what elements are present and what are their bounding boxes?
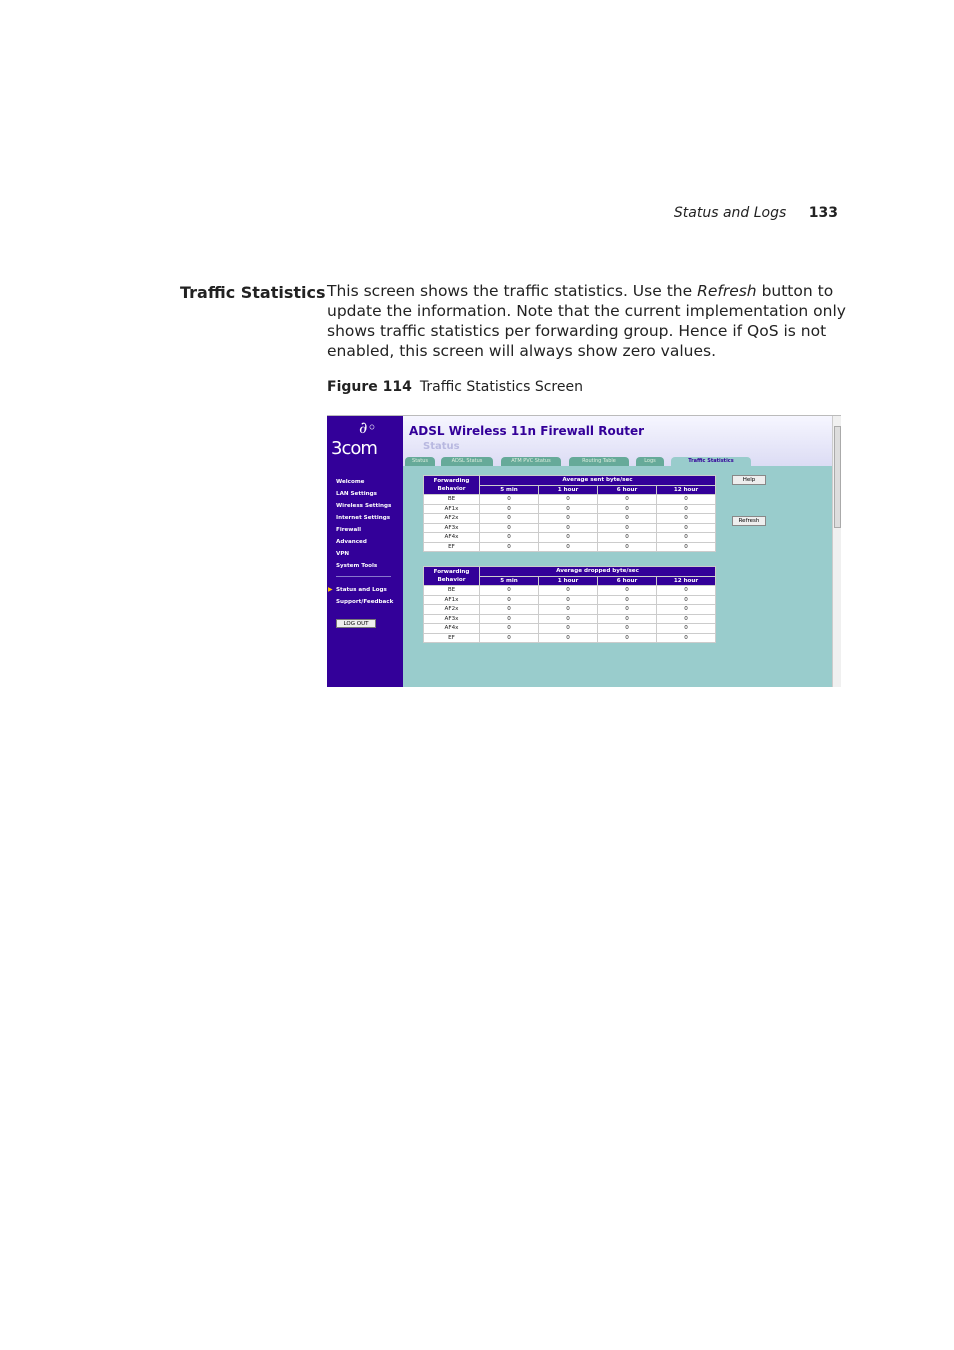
table-row <box>424 523 716 533</box>
tab-item[interactable]: Traffic Statistics <box>671 457 751 466</box>
sidebar-nav <box>336 476 391 572</box>
behavior-cell: AF4x <box>424 624 480 634</box>
sidebar-nav-secondary <box>328 584 394 608</box>
value-cell: 0 <box>598 614 657 624</box>
logout-button[interactable]: LOG OUT <box>336 619 376 628</box>
table-row <box>424 533 716 543</box>
value-cell: 0 <box>598 542 657 552</box>
value-cell: 0 <box>480 504 539 514</box>
fb-header-line: Behavior <box>437 577 466 583</box>
router-title: ADSL Wireless 11n Firewall Router <box>409 424 645 438</box>
value-cell: 0 <box>598 624 657 634</box>
tab-item[interactable]: ADSL Status <box>441 457 493 466</box>
behavior-cell: AF1x <box>424 504 480 514</box>
table-row <box>424 595 716 605</box>
column-header: 6 hour <box>598 485 657 495</box>
column-header: 6 hour <box>598 576 657 586</box>
value-cell: 0 <box>480 542 539 552</box>
behavior-cell: EF <box>424 542 480 552</box>
body-text-1: This screen shows the traffic statistics. Use the <box>327 282 698 300</box>
value-cell: 0 <box>480 595 539 605</box>
tab-item[interactable]: ATM PVC Status <box>501 457 561 466</box>
router-sidebar <box>327 416 403 687</box>
value-cell: 0 <box>539 633 598 643</box>
behavior-cell: AF3x <box>424 614 480 624</box>
fb-header-line: Forwarding <box>433 478 470 484</box>
tab-item[interactable]: Logs <box>636 457 664 466</box>
sidebar-item[interactable]: Internet Settings <box>336 515 391 521</box>
value-cell: 0 <box>539 586 598 596</box>
nav-divider <box>336 576 391 577</box>
value-cell: 0 <box>657 605 716 615</box>
value-cell: 0 <box>480 514 539 524</box>
sidebar-item[interactable]: Status and Logs <box>336 587 387 593</box>
behavior-cell: AF4x <box>424 533 480 543</box>
page-header <box>674 205 838 221</box>
column-header: 5 min <box>480 485 539 495</box>
scrollbar[interactable] <box>832 416 841 687</box>
fb-header-line: Behavior <box>437 486 466 492</box>
table-row <box>424 633 716 643</box>
value-cell: 0 <box>480 533 539 543</box>
figure-title: Traffic Statistics Screen <box>419 379 583 395</box>
value-cell: 0 <box>539 495 598 505</box>
table-row <box>424 514 716 524</box>
value-cell: 0 <box>598 523 657 533</box>
forwarding-behavior-header <box>424 476 480 495</box>
value-cell: 0 <box>598 633 657 643</box>
sidebar-item[interactable]: Wireless Settings <box>336 503 392 509</box>
value-cell: 0 <box>539 542 598 552</box>
column-header: 12 hour <box>657 485 716 495</box>
value-cell: 0 <box>480 586 539 596</box>
value-cell: 0 <box>657 586 716 596</box>
sidebar-item[interactable]: LAN Settings <box>336 491 377 497</box>
sidebar-item[interactable]: Advanced <box>336 539 367 545</box>
value-cell: 0 <box>480 614 539 624</box>
value-cell: 0 <box>657 504 716 514</box>
header-row <box>424 567 716 577</box>
sidebar-item[interactable]: VPN <box>336 551 350 557</box>
value-cell: 0 <box>598 595 657 605</box>
tab-item[interactable]: Status <box>405 457 435 466</box>
value-cell: 0 <box>657 614 716 624</box>
logo-text: 3com <box>331 438 377 459</box>
tab-bar <box>403 457 833 466</box>
value-cell: 0 <box>480 495 539 505</box>
column-header: 1 hour <box>539 576 598 586</box>
active-arrow-icon: ▶ <box>328 586 333 593</box>
body-paragraph <box>327 281 857 361</box>
value-cell: 0 <box>539 533 598 543</box>
value-cell: 0 <box>480 624 539 634</box>
section-heading: Traffic Statistics <box>180 283 326 302</box>
value-cell: 0 <box>539 624 598 634</box>
behavior-cell: AF1x <box>424 595 480 605</box>
table-row <box>424 504 716 514</box>
value-cell: 0 <box>480 523 539 533</box>
value-cell: 0 <box>657 523 716 533</box>
value-cell: 0 <box>480 605 539 615</box>
value-cell: 0 <box>657 624 716 634</box>
value-cell: 0 <box>539 595 598 605</box>
figure-caption <box>327 379 583 395</box>
header-row <box>424 476 716 486</box>
router-subtitle: Status <box>423 441 460 452</box>
value-cell: 0 <box>657 542 716 552</box>
value-cell: 0 <box>657 595 716 605</box>
sidebar-item[interactable]: Support/Feedback <box>336 599 394 605</box>
value-cell: 0 <box>657 633 716 643</box>
behavior-cell: AF2x <box>424 605 480 615</box>
page-number: 133 <box>808 205 838 221</box>
tab-item[interactable]: Routing Table <box>569 457 629 466</box>
behavior-cell: AF2x <box>424 514 480 524</box>
value-cell: 0 <box>598 586 657 596</box>
help-button[interactable]: Help <box>732 475 766 485</box>
behavior-cell: BE <box>424 586 480 596</box>
table-row <box>424 624 716 634</box>
sidebar-item[interactable]: Firewall <box>336 527 362 533</box>
behavior-cell: BE <box>424 495 480 505</box>
section-name: Status and Logs <box>673 205 787 221</box>
value-cell: 0 <box>539 514 598 524</box>
value-cell: 0 <box>598 533 657 543</box>
3com-logo <box>331 418 397 458</box>
behavior-cell: AF3x <box>424 523 480 533</box>
value-cell: 0 <box>657 495 716 505</box>
value-cell: 0 <box>598 504 657 514</box>
logo-swirl-icon: ∂◦ <box>359 418 377 437</box>
refresh-button[interactable]: Refresh <box>732 516 766 526</box>
value-cell: 0 <box>539 605 598 615</box>
column-header: 5 min <box>480 576 539 586</box>
figure-label: Figure 114 <box>327 379 412 395</box>
value-cell: 0 <box>539 504 598 514</box>
value-cell: 0 <box>480 633 539 643</box>
value-cell: 0 <box>657 533 716 543</box>
value-cell: 0 <box>657 514 716 524</box>
value-cell: 0 <box>598 495 657 505</box>
body-text-2: button to update the information. Note that the current implementation only shows traffic statistics per forwarding group. Hence if QoS is not enabled, this screen will always show zero values. <box>327 282 846 360</box>
behavior-cell: EF <box>424 633 480 643</box>
sidebar-item[interactable]: System Tools <box>336 563 378 569</box>
refresh-term: Refresh <box>697 282 757 300</box>
forwarding-behavior-header <box>424 567 480 586</box>
table-row <box>424 542 716 552</box>
scrollbar-thumb[interactable] <box>834 426 841 528</box>
value-cell: 0 <box>539 523 598 533</box>
value-cell: 0 <box>598 605 657 615</box>
group-header: Average sent byte/sec <box>480 476 716 486</box>
column-header: 12 hour <box>657 576 716 586</box>
value-cell: 0 <box>598 514 657 524</box>
table-row <box>424 605 716 615</box>
table-row <box>424 495 716 505</box>
table-row <box>424 614 716 624</box>
table-row <box>424 586 716 596</box>
dropped-stats-table <box>423 566 716 643</box>
sent-stats-table <box>423 475 716 552</box>
column-header: 1 hour <box>539 485 598 495</box>
value-cell: 0 <box>539 614 598 624</box>
router-screenshot <box>327 415 841 687</box>
sidebar-item[interactable]: Welcome <box>336 479 365 485</box>
group-header: Average dropped byte/sec <box>480 567 716 577</box>
fb-header-line: Forwarding <box>433 569 470 575</box>
